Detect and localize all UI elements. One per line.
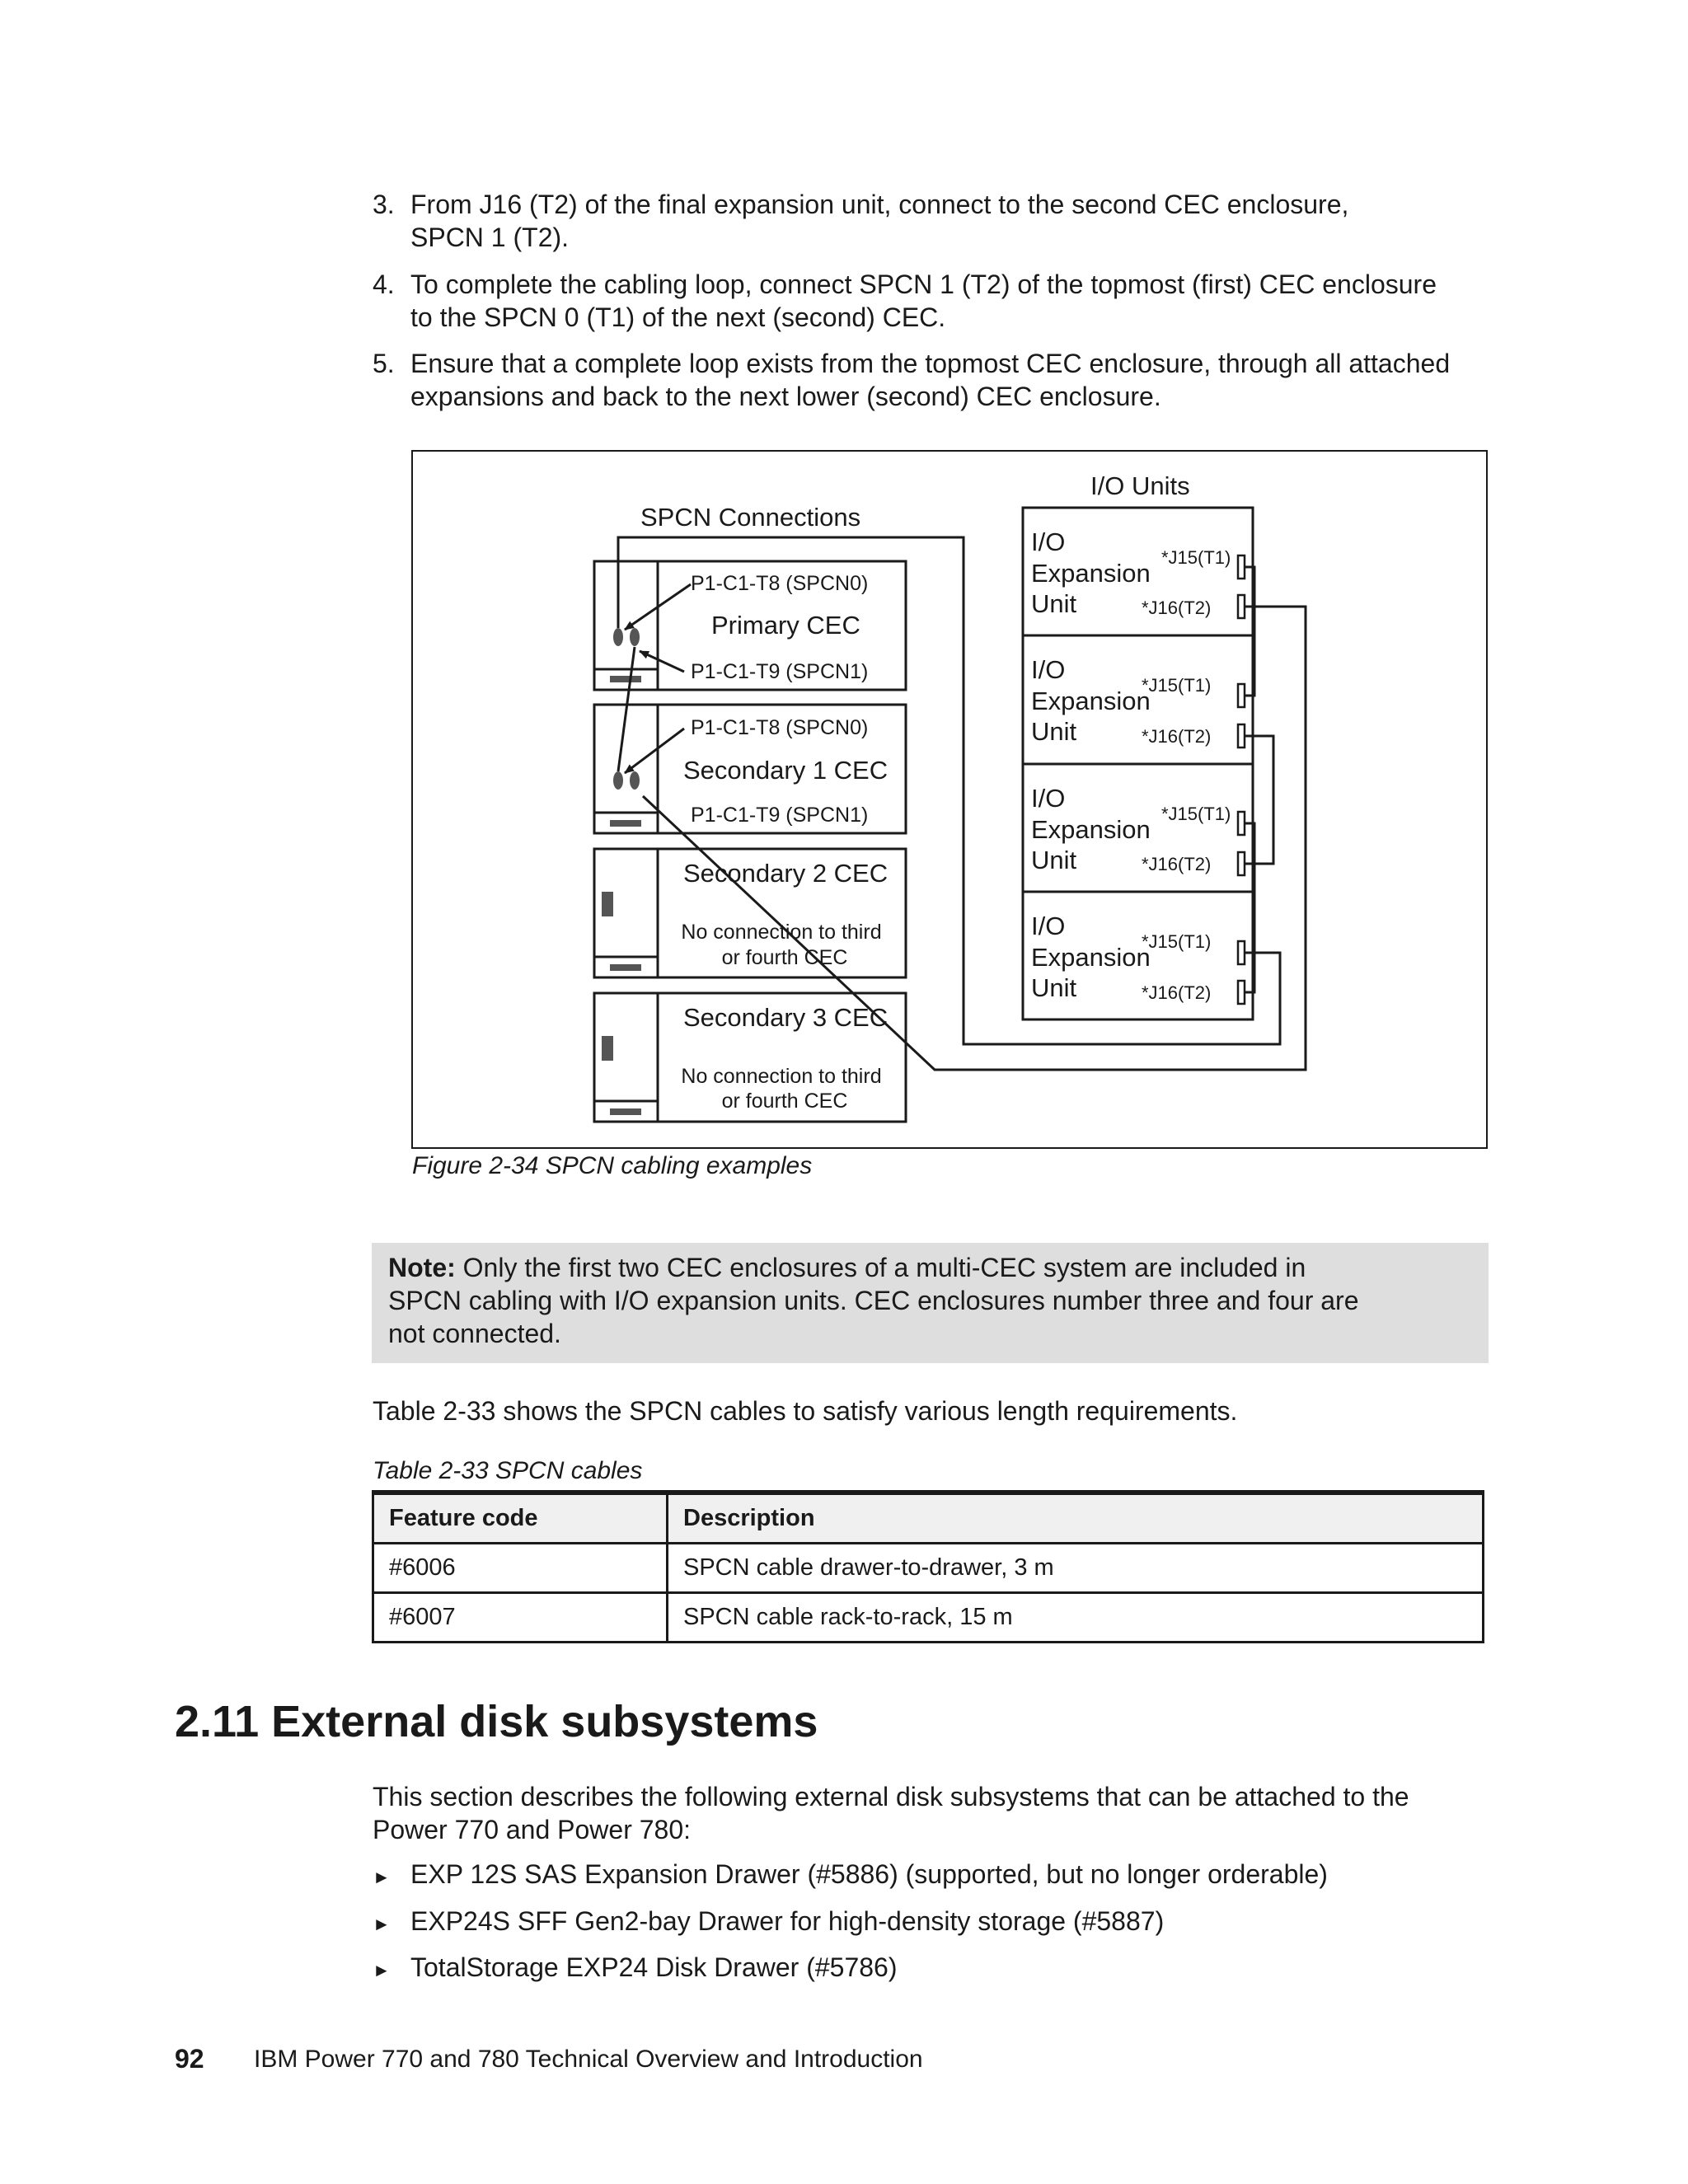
j15-label: *J15(T1) [1161, 547, 1231, 568]
cec-note: No connection to third [681, 1065, 882, 1088]
bullet-icon: ► [373, 1867, 391, 1887]
io-unit-label: I/O [1031, 784, 1066, 813]
cec-note: or fourth CEC [721, 946, 848, 969]
spcn-cables-table [372, 1490, 1484, 1643]
cec-note: or fourth CEC [721, 1090, 848, 1113]
spcn1-port [630, 628, 640, 646]
step-text-line: Ensure that a complete loop exists from the topmost CEC enclosure, through all attached [410, 349, 1451, 378]
step-text-line: SPCN 1 (T2). [410, 223, 570, 252]
cec-label: Secondary 2 CEC [683, 859, 889, 888]
note-text: SPCN cabling with I/O expansion units. CEC enclosures number three and four are [388, 1286, 1359, 1315]
port-label: P1-C1-T9 (SPCN1) [691, 804, 869, 827]
j16-label: *J16(T2) [1142, 982, 1212, 1003]
list-item-text: EXP 12S SAS Expansion Drawer (#5886) (supported, but no longer orderable) [410, 1859, 1328, 1889]
j15-label: *J15(T1) [1142, 675, 1212, 696]
section-intro [373, 1780, 1409, 1846]
section-heading: 2.11 External disk subsystems [175, 1697, 818, 1746]
port-label: P1-C1-T8 (SPCN0) [691, 716, 869, 739]
figure-frame [412, 451, 1487, 1148]
step-number: 4. [373, 269, 395, 299]
io-unit-label: Unit [1031, 846, 1077, 874]
note-box [372, 1243, 1489, 1363]
io-unit-label: Expansion [1031, 559, 1151, 588]
table-cell: SPCN cable drawer-to-drawer, 3 m [668, 1544, 1484, 1593]
spcn0-port [613, 628, 623, 646]
port-label: P1-C1-T8 (SPCN0) [691, 572, 869, 595]
note-label: Note: [388, 1253, 456, 1282]
note-text: Only the first two CEC enclosures of a multi-CEC system are included in [455, 1253, 1306, 1282]
step-text-line: expansions and back to the next lower (second) CEC enclosure. [410, 382, 1161, 411]
footer-title: IBM Power 770 and 780 Technical Overview and Introduction [254, 2046, 923, 2073]
step-text-line: to the SPCN 0 (T1) of the next (second) CEC. [410, 302, 946, 332]
io-unit-label: Expansion [1031, 687, 1151, 715]
table-cell: #6007 [373, 1593, 668, 1643]
figure-caption: Figure 2-34 SPCN cabling examples [412, 1152, 813, 1179]
j16-label: *J16(T2) [1142, 854, 1212, 874]
cec-note: No connection to third [681, 921, 882, 944]
list-item-text: TotalStorage EXP24 Disk Drawer (#5786) [410, 1952, 898, 1982]
table-cell: #6006 [373, 1544, 668, 1593]
page-number: 92 [175, 2044, 204, 2074]
list-item-text: EXP24S SFF Gen2-bay Drawer for high-density storage (#5887) [410, 1906, 1165, 1936]
step-number: 3. [373, 190, 395, 219]
io-unit-label: Unit [1031, 589, 1077, 618]
cec-label: Secondary 3 CEC [683, 1003, 889, 1032]
table-row [373, 1593, 1484, 1643]
column-header: Description [668, 1493, 1484, 1544]
bullet-icon: ► [373, 1960, 391, 1980]
step-text-line: To complete the cabling loop, connect SPCN 1 (T2) of the topmost (first) CEC enclosure [410, 269, 1437, 299]
column-header: Feature code [373, 1493, 668, 1544]
bullet-icon: ► [373, 1914, 391, 1934]
cec-label: Primary CEC [711, 611, 860, 640]
io-unit-label: Unit [1031, 717, 1077, 746]
io-unit-label: I/O [1031, 655, 1066, 684]
spcn1-port [630, 771, 640, 790]
table-cell: SPCN cable rack-to-rack, 15 m [668, 1593, 1484, 1643]
spcn-cabling-diagram [411, 450, 1488, 1149]
j16-label: *J16(T2) [1142, 726, 1212, 747]
step-text-line: From J16 (T2) of the final expansion unit, connect to the second CEC enclosure, [410, 190, 1349, 219]
io-unit-label: Expansion [1031, 943, 1151, 972]
io-unit-label: Expansion [1031, 815, 1151, 844]
io-unit-label: I/O [1031, 527, 1066, 556]
io-units-title: I/O Units [1090, 471, 1190, 500]
note-text: not connected. [388, 1319, 561, 1348]
table-header-row [373, 1493, 1484, 1544]
step-number: 5. [373, 349, 395, 378]
io-unit-label: Unit [1031, 973, 1077, 1002]
intro-line: This section describes the following external disk subsystems that can be attached to the [373, 1782, 1409, 1811]
table-caption: Table 2-33 SPCN cables [373, 1457, 643, 1484]
spcn0-port [613, 771, 623, 790]
intro-line: Power 770 and Power 780: [373, 1815, 692, 1844]
table-row [373, 1544, 1484, 1593]
j16-label: *J16(T2) [1142, 598, 1212, 618]
cec-label: Secondary 1 CEC [683, 756, 889, 785]
j15-label: *J15(T1) [1161, 804, 1231, 824]
j15-label: *J15(T1) [1142, 931, 1212, 952]
table-intro: Table 2-33 shows the SPCN cables to satisfy various length requirements. [373, 1396, 1238, 1426]
io-unit-label: I/O [1031, 912, 1066, 940]
port-label: P1-C1-T9 (SPCN1) [691, 660, 869, 683]
spcn-connections-title: SPCN Connections [640, 503, 861, 532]
